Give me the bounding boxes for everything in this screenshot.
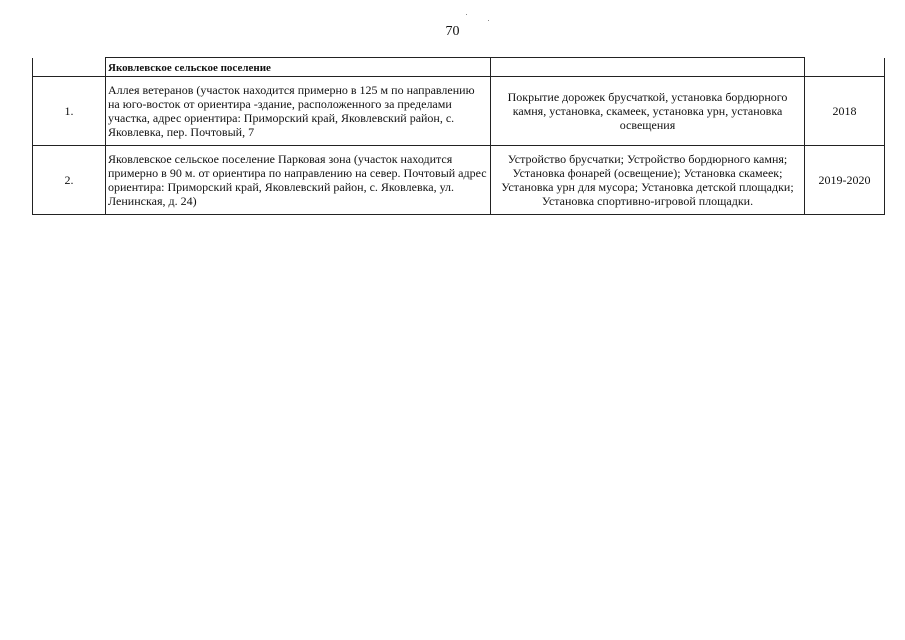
section-title: Яковлевское сельское поселение	[106, 58, 491, 77]
empty-cell	[805, 58, 885, 77]
row-number: 2.	[33, 146, 106, 215]
table-row	[33, 77, 885, 146]
empty-cell	[33, 58, 106, 77]
empty-cell	[491, 58, 805, 77]
scan-speck	[466, 14, 467, 15]
location-cell: Аллея ветеранов (участок находится примерно в 125 м по направлению на юго-восток от ориентира -здание, расположенного за пределами участка, адрес ориентира: Приморский край, Яковлевский район, с. Яковлевка, пер. Почтовый, 7	[106, 77, 491, 146]
projects-table	[32, 57, 885, 215]
works-cell: Устройство брусчатки; Устройство бордюрного камня; Установка фонарей (освещение); Установка скамеек; Установка урн для мусора; Установка детской площадки; Установка спортивно-игровой площадки.	[491, 146, 805, 215]
scan-speck	[488, 20, 489, 21]
table-row	[33, 146, 885, 215]
year-cell: 2018	[805, 77, 885, 146]
works-cell: Покрытие дорожек брусчаткой, установка бордюрного камня, установка, скамеек, установка урн, установка освещения	[491, 77, 805, 146]
year-cell: 2019-2020	[805, 146, 885, 215]
section-header-row	[33, 58, 885, 77]
row-number: 1.	[33, 77, 106, 146]
location-cell: Яковлевское сельское поселение Парковая зона (участок находится примерно в 90 м. от ориентира по направлению на север. Почтовый адрес ориентира: Приморский край, Яковлевский район, с. Яковлевка, ул. Ленинская, д. 24)	[106, 146, 491, 215]
page-number: 70	[445, 24, 460, 39]
